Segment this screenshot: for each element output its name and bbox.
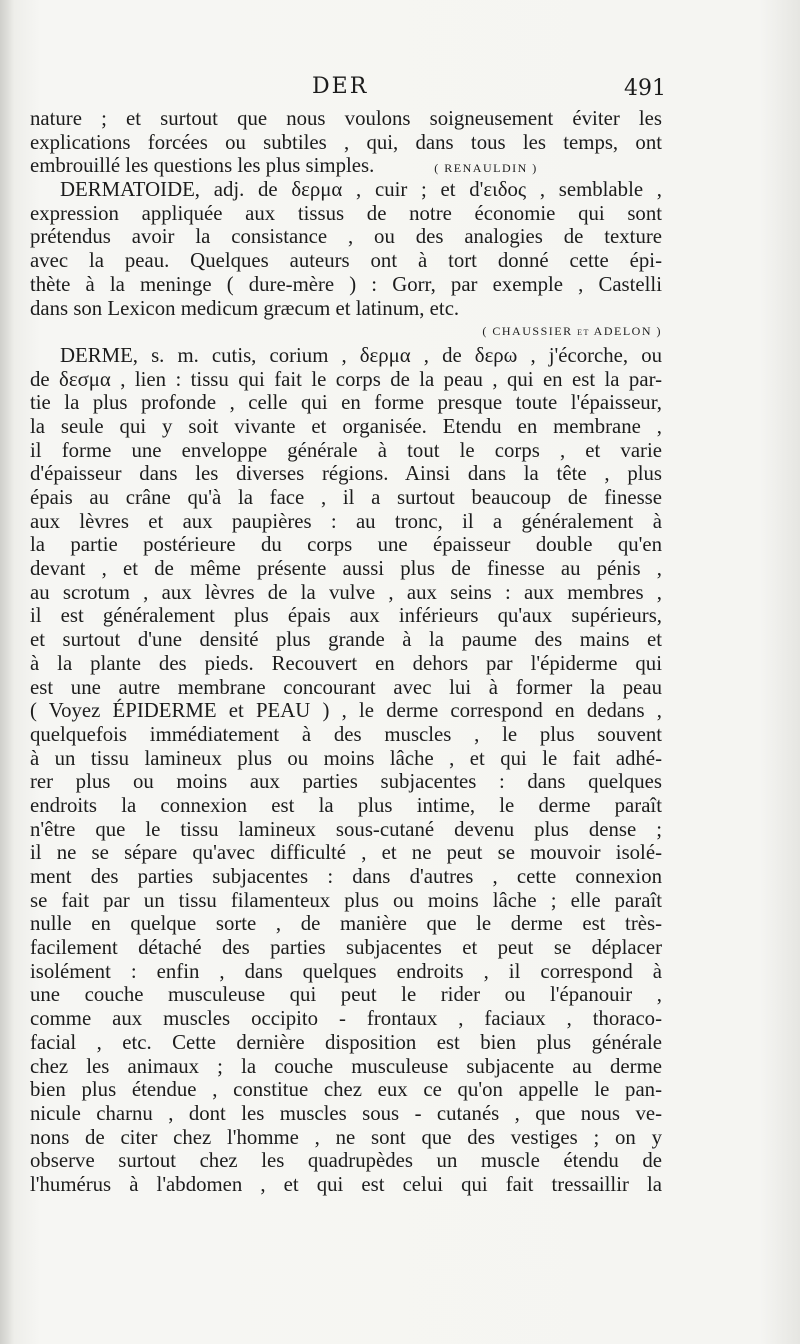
text-line: bien plus étendue , constitue chez eux ce qu'on appelle le pan- <box>30 1078 662 1102</box>
text-line <box>30 154 662 178</box>
text-line: de δεσμα , lien : tissu qui fait le corps de la peau , qui en est la par- <box>30 367 662 391</box>
text-line: tie la plus profonde , celle qui en forme presque toute l'épaisseur, <box>30 391 662 415</box>
text-line: avec la peau. Quelques auteurs ont à tort donné cette épi- <box>30 249 662 273</box>
author-signature: ( CHAUSSIER et ADELON ) <box>482 324 662 339</box>
text-line: la seule qui y soit vivante et organisée. Etendu en membrane , <box>30 414 662 438</box>
text-line: devant , et de même présente aussi plus de finesse au pénis , <box>30 557 662 581</box>
text-line: facilement détaché des parties subjacentes et peut se déplacer <box>30 936 662 960</box>
text-line: ( Voyez ÉPIDERME et PEAU ) , le derme correspond en dedans , <box>30 699 662 723</box>
text-line: se fait par un tissu filamenteux plus ou moins lâche ; elle paraît <box>30 888 662 912</box>
text-line: l'humérus à l'abdomen , et qui est celui qui fait tressaillir la <box>30 1172 662 1196</box>
text-line: chez les animaux ; la couche musculeuse subjacente au derme <box>30 1054 662 1078</box>
running-head <box>0 74 800 106</box>
text-line: rer plus ou moins aux parties subjacentes : dans quelques <box>30 770 662 794</box>
text-line: nicule charnu , dont les muscles sous - cutanés , que nous ve- <box>30 1101 662 1125</box>
text-line: il est généralement plus épais aux inférieurs qu'aux supérieurs, <box>30 604 662 628</box>
text-line: n'être que le tissu lamineux sous-cutané devenu plus dense ; <box>30 817 662 841</box>
text-line: comme aux muscles occipito - frontaux , faciaux , thoraco- <box>30 1007 662 1031</box>
text-line: est une autre membrane concourant avec lui à former la peau <box>30 675 662 699</box>
text-line: endroits la connexion est la plus intime, le derme paraît <box>30 793 662 817</box>
text-line: quelquefois immédiatement à des muscles , le plus souvent <box>30 722 662 746</box>
text-line: épais au crâne qu'à la face , il a surtout beaucoup de finesse <box>30 486 662 509</box>
text-line: thète à la meninge ( dure-mère ) : Gorr, par exemple , Castelli <box>30 272 662 296</box>
text-line: explications forcées ou subtiles , qui, dans tous les temps, ont <box>30 130 662 154</box>
text-line: et surtout d'une densité plus grande à la paume des mains et <box>30 628 662 652</box>
text-line: nature ; et surtout que nous voulons soigneusement éviter les <box>30 107 662 130</box>
text-line: il forme une enveloppe générale à tout le corps , et varie <box>30 438 662 462</box>
text-line: au scrotum , aux lèvres de la vulve , aux seins : aux membres , <box>30 580 662 604</box>
page-gutter-shadow <box>0 0 14 1344</box>
text-line: à la plante des pieds. Recouvert en dehors par l'épiderme qui <box>30 651 662 675</box>
text-line: une couche musculeuse qui peut le rider ou l'épanouir , <box>30 983 662 1007</box>
page-number: 491 <box>624 76 666 101</box>
text-line: nulle en quelque sorte , de manière que le derme est très- <box>30 912 662 936</box>
text-line: à un tissu lamineux plus ou moins lâche , et qui le fait adhé- <box>30 746 662 770</box>
running-head-title: DER <box>312 74 369 99</box>
text-line: isolément : enfin , dans quelques endroits , il correspond à <box>30 959 662 983</box>
text-line: observe surtout chez les quadrupèdes un muscle étendu de <box>30 1149 662 1173</box>
page-text <box>30 107 662 1197</box>
author-signature: ( RENAULDIN ) <box>434 161 538 176</box>
entry-heading-line: DERMATOIDE, adj. de δερμα , cuir ; et d'ειδος , semblable , <box>60 178 662 202</box>
text-line: ment des parties subjacentes : dans d'autres , cette connexion <box>30 865 662 888</box>
text-line: d'épaisseur dans les diverses régions. Ainsi dans la tête , plus <box>30 462 662 486</box>
entry-heading-line: DERME, s. m. cutis, corium , δερμα , de δερω , j'écorche, ou <box>60 343 662 367</box>
text-line: prétendus avoir la consistance , ou des analogies de texture <box>30 225 662 249</box>
text-line: la partie postérieure du corps une épaisseur double qu'en <box>30 533 662 557</box>
text-line: facial , etc. Cette dernière disposition est bien plus générale <box>30 1030 662 1054</box>
text-line: il ne se sépare qu'avec difficulté , et ne peut se mouvoir isolé- <box>30 841 662 865</box>
text-line: expression appliquée aux tissus de notre économie qui sont <box>30 201 662 225</box>
text-line-content: embrouillé les questions les plus simples. <box>30 154 375 178</box>
text-line: dans son Lexicon medicum græcum et latinum, etc. <box>30 296 460 320</box>
text-line: aux lèvres et aux paupières : au tronc, il a généralement à <box>30 509 662 533</box>
text-line: nons de citer chez l'homme , ne sont que des vestiges ; on y <box>30 1125 662 1149</box>
